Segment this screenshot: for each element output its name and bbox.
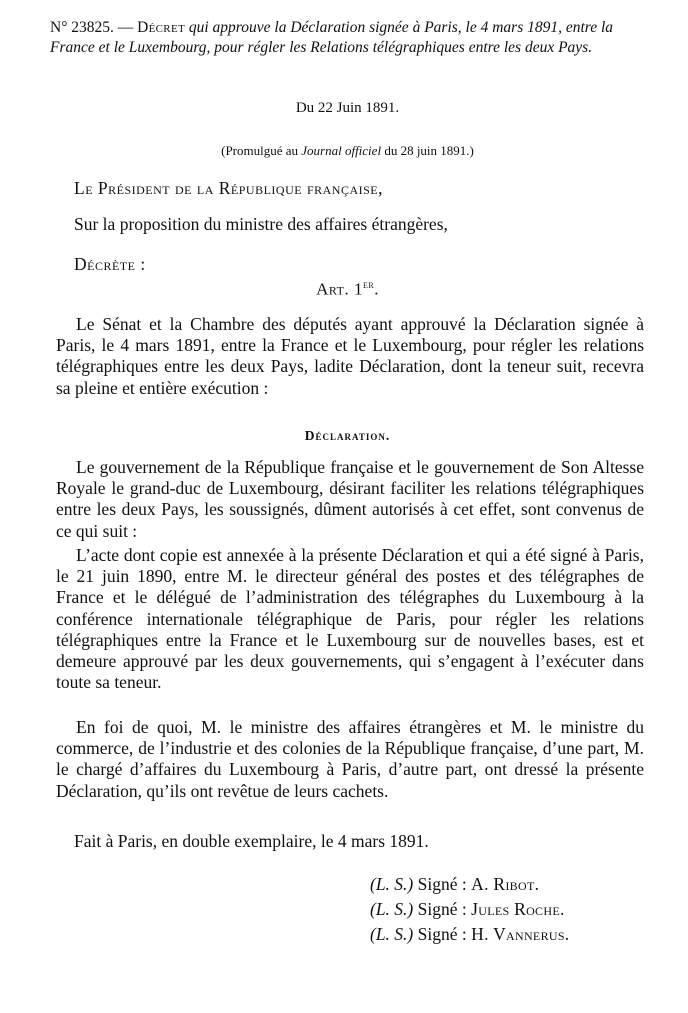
declaration-paragraph: Le gouvernement de la République française et le gouvernement de Son Altesse Royale le grand-duc de Luxembourg, désirant faciliter les relations télégraphiques entre les deux Pays, les soussignés, dûment autorisés à cet effet, sont convenus de ce qui suit :	[56, 457, 644, 541]
decret-word: Décret	[137, 19, 185, 36]
closing-line: Fait à Paris, en double exemplaire, le 4 mars 1891.	[74, 831, 429, 851]
declaration-paragraph: En foi de quoi, M. le ministre des affaires étrangères et M. le ministre du commerce, de l’industrie et des colonies de la République française, d’une part, M. le chargé d’affaires du Luxembourg à Paris, d’autre part, ont dressé la présente Déclaration, qu’ils ont revêtue de leurs cachets.	[56, 717, 644, 801]
signature-ribot: (L. S.) Signé : A. Ribot.	[370, 874, 540, 894]
declaration-title: Déclaration.	[304, 428, 391, 443]
signature-roche: (L. S.) Signé : Jules Roche.	[370, 899, 565, 919]
president-line: Le Président de la République française,	[74, 178, 384, 198]
article-text: Le Sénat et la Chambre des députés ayant approuvé la Déclaration signée à Paris, le 4 mars 1891, entre la France et le Luxembourg, pour régler les relations télégraphiques entre les deux Pays, ladite Déclaration, dont la teneur suit, recevra sa pleine et entière exécution :	[56, 314, 644, 398]
promulgation-note: (Promulgué au Journal officiel du 28 juin 1891.)	[221, 143, 474, 158]
article-heading: Art. 1er.	[316, 279, 379, 299]
decree-header	[50, 18, 645, 58]
declaration-paragraph: L’acte dont copie est annexée à la présente Déclaration et qui a été signé à Paris, le 21 juin 1890, entre M. le directeur général des postes et des télégraphes de France et le délégué de l’administration des télégraphes du Luxembourg à la conférence internationale télégraphique de Paris, pour régler les relations télégraphiques entre la France et le Luxembourg sur de nouvelles bases, est et demeure approuvé par les deux gouvernements, qui s’engagent à l’exécuter dans toute sa teneur.	[56, 545, 644, 693]
decrete-line: Décrète :	[74, 254, 146, 274]
decree-title: qui approuve la Déclaration signée à Paris, le 4 mars 1891, entre la France et le Luxembourg, pour régler les Relations télégraphiques entre les deux Pays.	[50, 19, 614, 56]
signature-vannerus: (L. S.) Signé : H. Vannerus.	[370, 924, 570, 944]
proposition-line: Sur la proposition du ministre des affaires étrangères,	[74, 214, 448, 234]
decree-number: N° 23825. —	[50, 19, 134, 36]
decree-date: Du 22 Juin 1891.	[295, 100, 400, 116]
journal-title: Journal officiel	[301, 143, 382, 158]
